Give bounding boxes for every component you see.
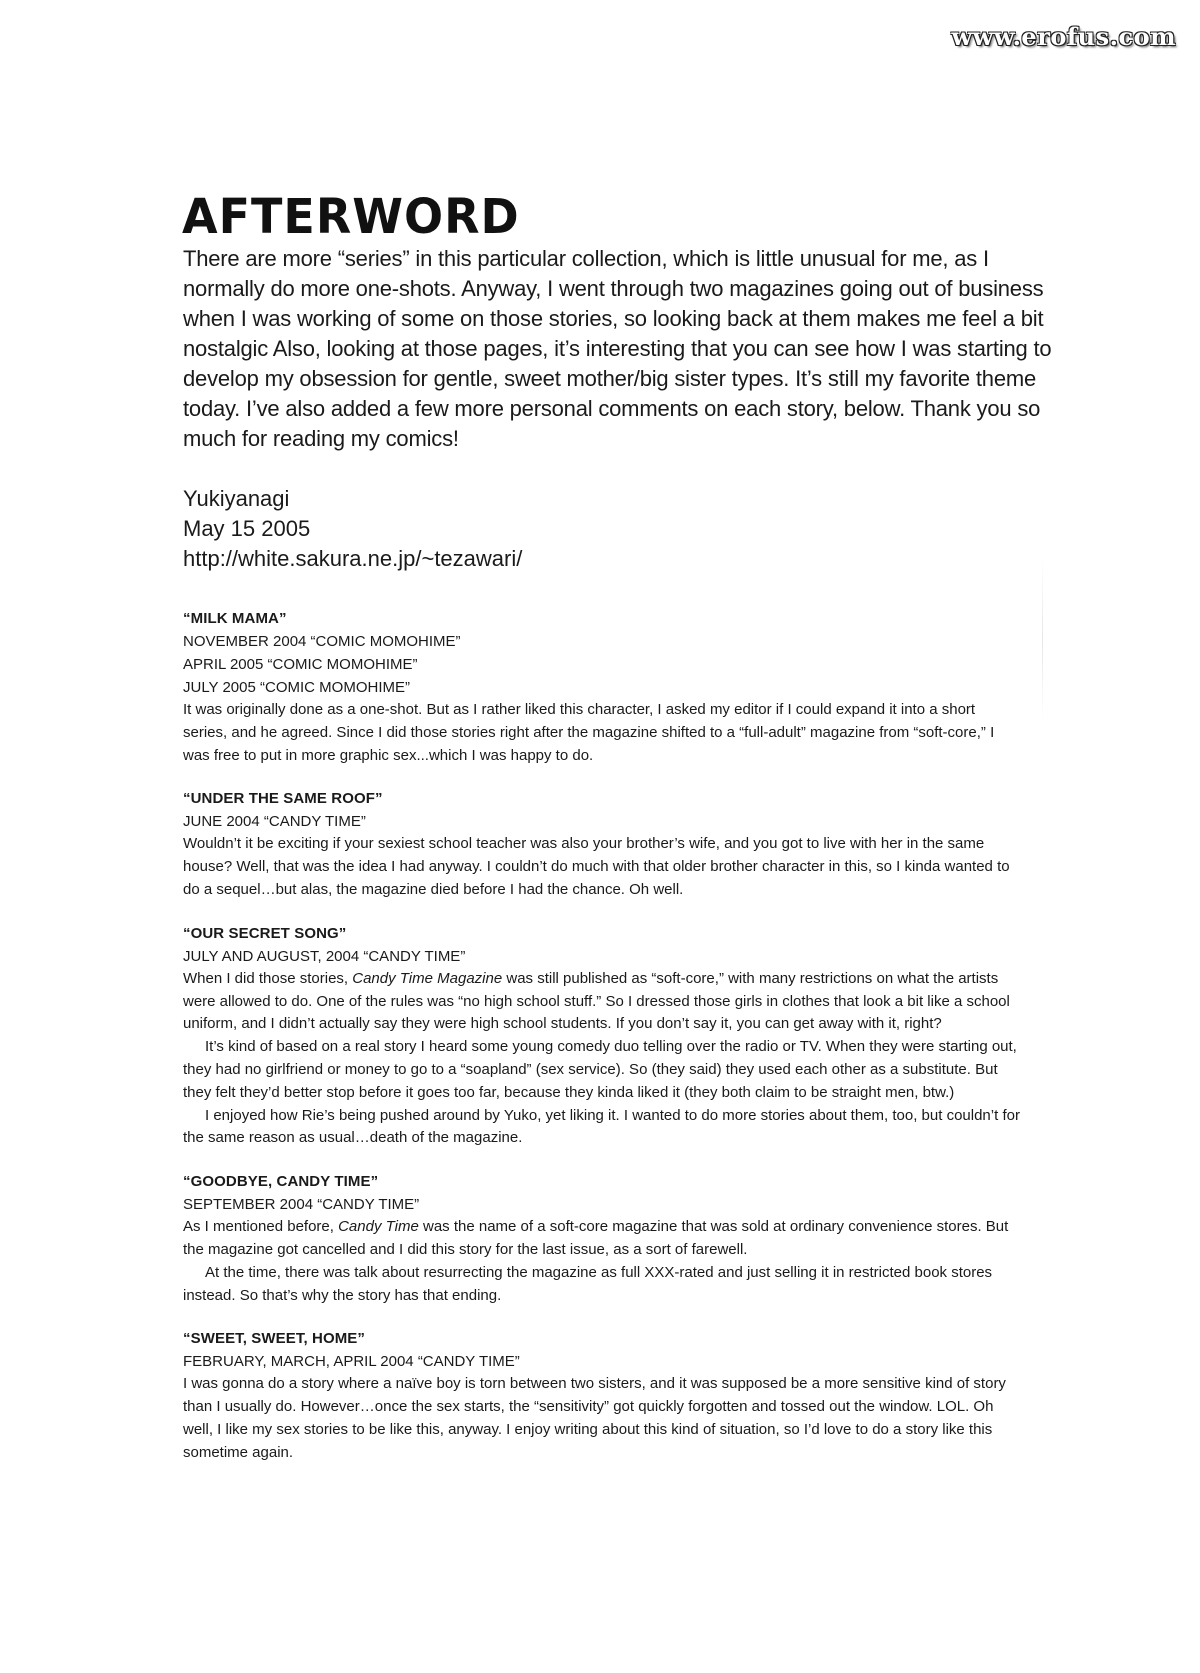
story-comment — [183, 1216, 1023, 1262]
signature-date: May 15 2005 — [183, 516, 311, 541]
story-goodbye-candy-time — [183, 1170, 1063, 1307]
page-title: AFTERWORD — [182, 188, 520, 245]
publication-line: JUNE 2004 “CANDY TIME” — [183, 813, 366, 831]
comment-text: When I did those stories, — [183, 969, 353, 987]
author-name: Yukiyanagi — [183, 486, 290, 511]
story-comment: It was originally done as a one-shot. But as I rather liked this character, I asked my editor if I could expand it into a short series, and he agreed. Since I did those stories right after the magazine shifted to a “full-adult” magazine from “soft-core,” I was free to put in more graphic sex...which I was happy to do. — [183, 701, 995, 764]
story-comment: I was gonna do a story where a naïve boy is torn between two sisters, and it was supposed be a more sensitive kind of story than I usually do. However…once the sex starts, the “sensitivity” got quickly forgotten and tossed out the window. LOL. Oh well, I like my sex stories to be like this, anyway. I enjoy writing about this kind of situation, so I’d love to do a story like this sometime again. — [183, 1375, 1006, 1461]
intro-paragraph: There are more “series” in this particular collection, which is little unusual for me, as I normally do more one-shots. Anyway, I went through two magazines going out of business when I was working of some on those stories, so looking back at them makes me feel a bit nostalgic Also, looking at those pages, it’s interesting that you can see how I was starting to develop my obsession for gentle, sweet mother/big sister types. It’s still my favorite theme today. I’ve also added a few more personal comments on each story, below. Thank you so much for reading my comics! — [183, 246, 1052, 451]
comment-text: was the name of a soft-core magazine that was sold at ordinary convenience stores. But the magazine got cancelled and I did this story for the last issue, as a sort of farewell. — [183, 1218, 1009, 1258]
story-title: “GOODBYE, CANDY TIME” — [183, 1173, 379, 1191]
author-url: http://white.sakura.ne.jp/~tezawari/ — [183, 546, 523, 571]
publication-line: APRIL 2005 “COMIC MOMOHIME” — [183, 656, 418, 673]
story-title: “SWEET, SWEET, HOME” — [183, 1330, 366, 1348]
story-title: “MILK MAMA” — [183, 610, 287, 627]
publication-line: NOVEMBER 2004 “COMIC MOMOHIME” — [183, 633, 461, 650]
site-watermark: www.erofus.com — [951, 22, 1176, 51]
signature-block — [183, 484, 1063, 574]
magazine-name: Candy Time — [338, 1218, 419, 1236]
story-comment: Wouldn’t it be exciting if your sexiest school teacher was also your brother’s wife, and you got to live with her in the same house? Well, that was the idea I had anyway. I couldn’t do much with that older brother character in this, so I kinda wanted to do a sequel…but alas, the magazine died before I had the chance. Oh well. — [183, 835, 1010, 898]
comment-text: As I mentioned before, — [183, 1218, 339, 1236]
story-milk-mama — [183, 607, 1063, 767]
story-comment: I enjoyed how Rie’s being pushed around by Yuko, yet liking it. I wanted to do more stories about them, too, but couldn’t for the same reason as usual…death of the magazine. — [183, 1106, 1020, 1147]
story-comment: At the time, there was talk about resurrecting the magazine as full XXX-rated and just selling it in restricted book stores instead. So that’s why the story has that ending. — [183, 1263, 993, 1304]
story-comment — [183, 968, 1023, 1036]
magazine-name: Candy Time Magazine — [352, 969, 503, 987]
story-under-the-same-roof — [183, 787, 1063, 901]
publication-line: JULY 2005 “COMIC MOMOHIME” — [183, 679, 410, 696]
afterword-page — [183, 188, 1063, 1485]
comment-text: was still published as “soft-core,” with many restrictions on what the artists were allowed to do. One of the rules was “no high school stuff.” So I dressed those girls in clothes that look a bit like a school uniform, and I didn’t actually say they were high school students. If you don’t say it, you can get away with it, right? — [183, 969, 1010, 1033]
publication-line: SEPTEMBER 2004 “CANDY TIME” — [183, 1196, 420, 1214]
story-title: “OUR SECRET SONG” — [183, 924, 347, 942]
story-notes — [183, 607, 1063, 1465]
publication-line: FEBRUARY, MARCH, APRIL 2004 “CANDY TIME” — [183, 1353, 520, 1371]
story-sweet-sweet-home — [183, 1327, 1063, 1464]
story-comment: It’s kind of based on a real story I heard some young comedy duo telling over the radio or TV. When they were starting out, they had no girlfriend or money to go to a “soapland” (sex service). So (they said) they used each other as a substitute. But they felt they’d better stop before it goes too far, because they kinda liked it (they both claim to be straight men, btw.) — [183, 1038, 1017, 1101]
story-our-secret-song — [183, 922, 1063, 1150]
story-title: “UNDER THE SAME ROOF” — [183, 790, 383, 808]
publication-line: JULY AND AUGUST, 2004 “CANDY TIME” — [183, 947, 466, 965]
